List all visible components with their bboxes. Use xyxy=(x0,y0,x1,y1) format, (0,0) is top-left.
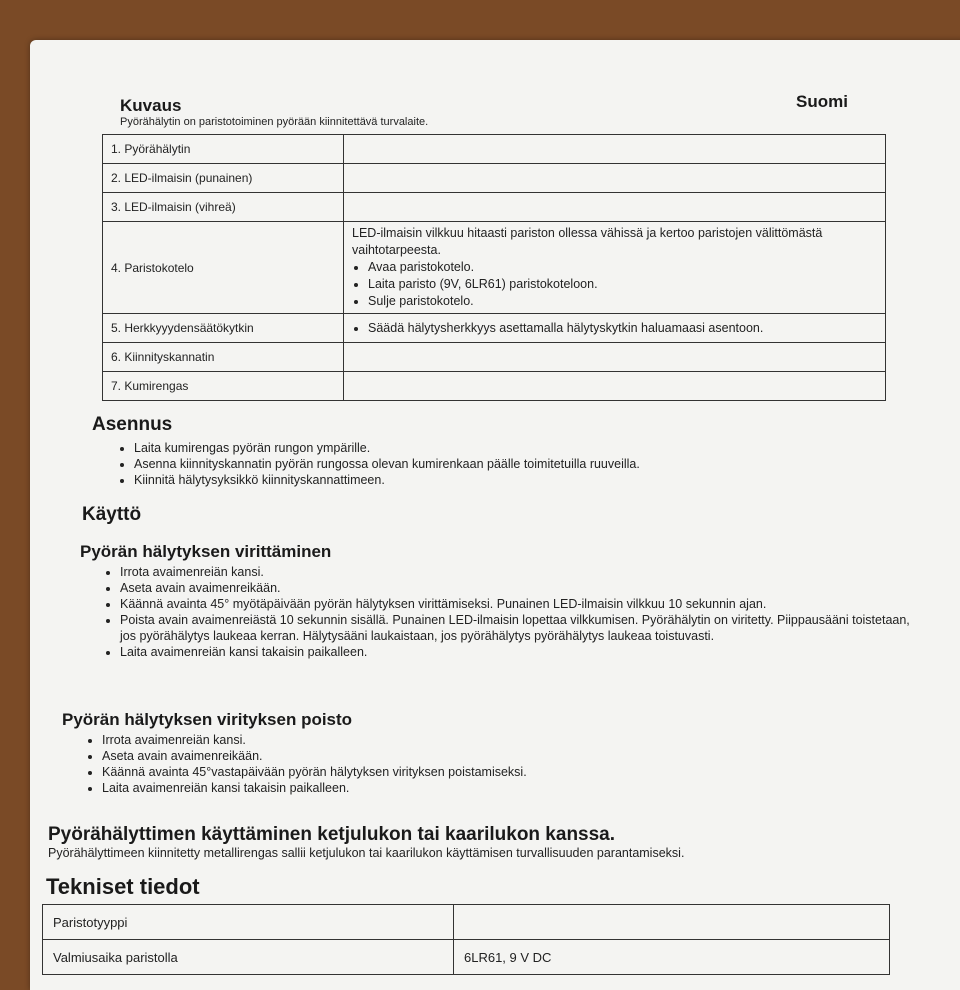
part-description xyxy=(344,314,886,343)
parts-row xyxy=(103,222,886,314)
step-item: • Asenna kiinnityskannatin pyörän rungossa olevan kumirenkaan päälle toimitetuilla ruuveilla. xyxy=(134,456,854,472)
intro-text: Pyörähälytin on paristotoiminen pyörään kiinnitettävä turvalaite. xyxy=(120,116,429,128)
step-item: • Kiinnitä hälytysyksikkö kiinnityskannattimeen. xyxy=(134,472,854,488)
part-bullets xyxy=(352,259,877,310)
part-description-text: LED-ilmaisin vilkkuu hitaasti pariston ollessa vähissä ja kertoo paristojen välittömästä vaihtotarpeesta. xyxy=(352,226,823,257)
part-description xyxy=(344,193,886,222)
spec-row xyxy=(43,905,890,940)
chain-lock-heading: Pyörähälyttimen käyttäminen ketjulukon tai kaarilukon kanssa. xyxy=(48,824,616,845)
parts-row xyxy=(103,135,886,164)
disarm-steps xyxy=(60,732,822,796)
parts-row xyxy=(103,164,886,193)
spec-value: 6LR61, 9 V DC xyxy=(454,940,890,975)
disarm-heading: Pyörän hälytyksen virityksen poisto xyxy=(62,710,353,729)
part-description xyxy=(344,222,886,314)
specs-table xyxy=(42,904,890,975)
spec-value xyxy=(454,905,890,940)
part-label: 5. Herkkyyydensäätökytkin xyxy=(103,314,344,343)
step-item: • Aseta avain avaimenreikään. xyxy=(102,748,822,764)
part-bullets xyxy=(352,320,877,337)
parts-row xyxy=(103,193,886,222)
step-item: • Irrota avaimenreiän kansi. xyxy=(102,732,822,748)
part-label: 1. Pyörähälytin xyxy=(103,135,344,164)
step-item: • Irrota avaimenreiän kansi. xyxy=(120,564,910,580)
install-heading: Asennus xyxy=(92,414,173,435)
part-bullet: • Sulje paristokotelo. xyxy=(368,293,877,310)
chain-lock-text: Pyörähälyttimeen kiinnitetty metallirengas sallii ketjulukon tai kaarilukon käyttämisen turvallisuuden parantamiseksi. xyxy=(48,846,685,860)
language-label: Suomi xyxy=(796,92,848,111)
specs-heading: Tekniset tiedot xyxy=(46,874,200,899)
part-bullet: • Avaa paristokotelo. xyxy=(368,259,877,276)
part-bullet: • Säädä hälytysherkkyys asettamalla hälytyskytkin haluamaasi asentoon. xyxy=(368,320,877,337)
part-label: 6. Kiinnityskannatin xyxy=(103,343,344,372)
parts-row xyxy=(103,372,886,401)
step-item: • Laita kumirengas pyörän rungon ympärille. xyxy=(134,440,854,456)
part-description xyxy=(344,372,886,401)
spec-row xyxy=(43,940,890,975)
manual-page xyxy=(30,40,960,990)
part-bullet: • Laita paristo (9V, 6LR61) paristokoteloon. xyxy=(368,276,877,293)
part-label: 2. LED-ilmaisin (punainen) xyxy=(103,164,344,193)
section-title-kuvaus: Kuvaus xyxy=(120,96,182,115)
spec-label: Valmiusaika paristolla xyxy=(43,940,454,975)
step-item: • Laita avaimenreiän kansi takaisin paikalleen. xyxy=(102,780,822,796)
parts-row xyxy=(103,314,886,343)
spec-label: Paristotyyppi xyxy=(43,905,454,940)
arm-heading: Pyörän hälytyksen virittäminen xyxy=(80,542,332,561)
part-description xyxy=(344,164,886,193)
part-label: 4. Paristokotelo xyxy=(103,222,344,314)
step-item: • Käännä avainta 45°vastapäivään pyörän hälytyksen virityksen poistamiseksi. xyxy=(102,764,822,780)
install-steps xyxy=(92,440,854,488)
usage-heading: Käyttö xyxy=(82,504,142,525)
step-item: • Käännä avainta 45° myötäpäivään pyörän hälytyksen virittämiseksi. Punainen LED-ilmaisin vilkkuu 10 sekunnin ajan. xyxy=(120,596,910,612)
parts-row xyxy=(103,343,886,372)
parts-table xyxy=(102,134,886,401)
step-item: • Laita avaimenreiän kansi takaisin paikalleen. xyxy=(120,644,910,660)
part-label: 7. Kumirengas xyxy=(103,372,344,401)
part-description xyxy=(344,135,886,164)
step-item: • Aseta avain avaimenreikään. xyxy=(120,580,910,596)
step-item: • Poista avain avaimenreiästä 10 sekunnin sisällä. Punainen LED-ilmaisin lopettaa vilkkumisen. Pyörähälytin on viritetty. Piippausääni toistetaan, jos pyörähälytys laukeaa kerran. Hälytysääni laukaistaan, jos pyörähälytys pyörähälytys laukeaa toistuvasti. xyxy=(120,612,910,644)
arm-steps xyxy=(78,564,910,660)
part-label: 3. LED-ilmaisin (vihreä) xyxy=(103,193,344,222)
part-description xyxy=(344,343,886,372)
